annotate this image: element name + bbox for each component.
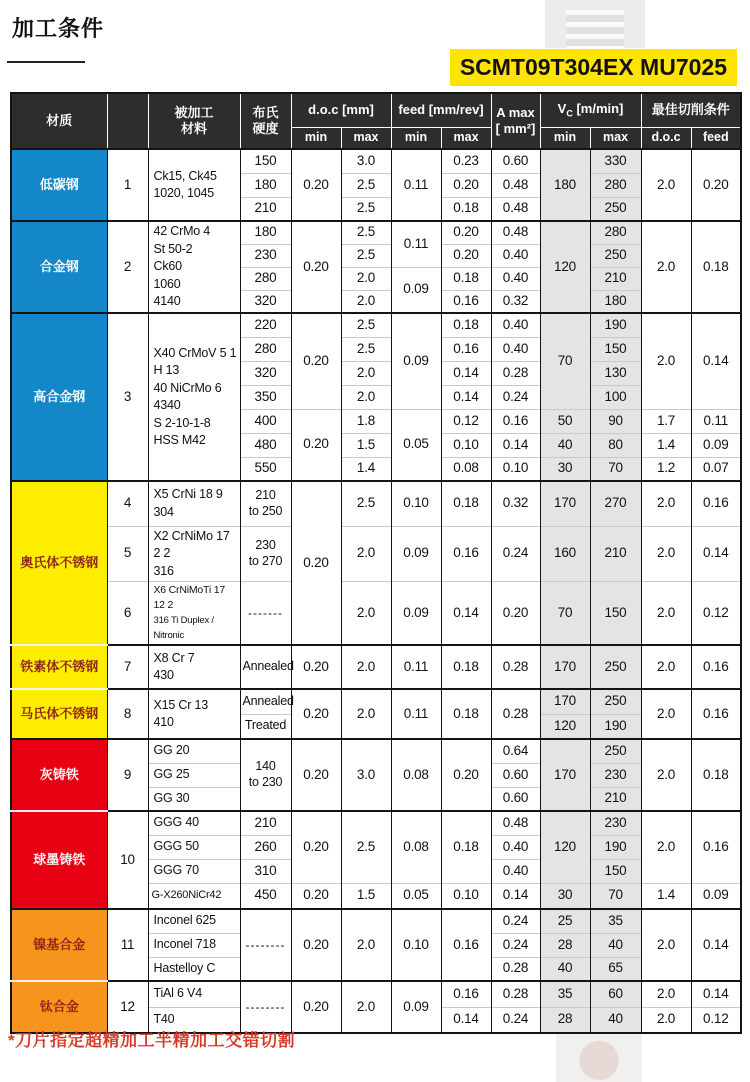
value-cell: 0.18	[441, 645, 491, 689]
value-cell: 0.18	[441, 267, 491, 290]
value-cell: 40	[540, 433, 590, 457]
value-cell: 0.12	[691, 1007, 741, 1033]
value-cell: Annealed	[240, 689, 291, 714]
value-cell: 30	[540, 457, 590, 481]
value-cell: 0.09	[391, 582, 441, 646]
value-cell: 0.11	[391, 149, 441, 221]
value-cell: 0.28	[491, 957, 540, 981]
value-cell: 2.0	[641, 739, 691, 811]
value-cell: 70	[540, 313, 590, 409]
header-workpiece-line2: 材料	[180, 121, 207, 136]
table-header	[11, 93, 741, 149]
value-cell: 0.12	[441, 409, 491, 433]
value-cell: 120	[540, 714, 590, 739]
value-cell: 4	[107, 481, 148, 526]
workpiece-material-cell: GG 20	[148, 739, 240, 763]
value-cell: 0.16	[441, 290, 491, 313]
value-cell: 180	[540, 149, 590, 221]
value-cell: 2.0	[641, 582, 691, 646]
value-cell: 1.4	[641, 883, 691, 909]
value-cell: 2.5	[341, 481, 391, 526]
value-cell: 2.0	[341, 689, 391, 739]
value-cell: 190	[590, 313, 641, 337]
value-cell: 70	[590, 457, 641, 481]
value-cell: 2.5	[341, 221, 391, 244]
value-cell: 0.09	[391, 313, 441, 409]
value-cell: 1.2	[641, 457, 691, 481]
value-cell: 210	[590, 526, 641, 582]
value-cell: 350	[240, 385, 291, 409]
value-cell: 0.20	[441, 173, 491, 197]
value-cell: 0.20	[291, 883, 341, 909]
workpiece-material-cell: Inconel 625	[148, 909, 240, 933]
value-cell: 0.18	[691, 221, 741, 313]
value-cell: 1	[107, 149, 148, 221]
value-cell: 0.20	[291, 409, 341, 481]
material-category-cell: 奥氏体不锈钢	[11, 481, 107, 645]
value-cell: 250	[590, 244, 641, 267]
value-cell: 230 to 270	[240, 526, 291, 582]
value-cell: 0.09	[691, 883, 741, 909]
value-cell: 2.0	[341, 526, 391, 582]
value-cell: 1.8	[341, 409, 391, 433]
value-cell: 0.16	[441, 909, 491, 981]
value-cell: 190	[590, 835, 641, 859]
header-workpiece-line1: 被加工	[174, 104, 214, 120]
value-cell: 0.11	[391, 221, 441, 267]
value-cell: 180	[240, 173, 291, 197]
value-cell: 0.16	[691, 811, 741, 883]
material-category-cell: 灰铸铁	[11, 739, 107, 811]
value-cell: 0.40	[491, 267, 540, 290]
value-cell: 0.18	[441, 481, 491, 526]
value-cell: 10	[107, 811, 148, 909]
value-cell: 0.05	[391, 409, 441, 481]
value-cell: 0.16	[441, 981, 491, 1007]
value-cell: 0.60	[491, 787, 540, 811]
value-cell: 0.08	[441, 457, 491, 481]
value-cell: --------	[240, 909, 291, 981]
value-cell: 0.20	[691, 149, 741, 221]
value-cell: 0.16	[691, 645, 741, 689]
value-cell: 0.14	[491, 883, 540, 909]
value-cell: 0.60	[491, 763, 540, 787]
value-cell: Treated	[240, 714, 291, 739]
value-cell: 0.24	[491, 385, 540, 409]
page-title: 加工条件	[12, 16, 105, 41]
workpiece-material-cell: X8 Cr 7 430	[148, 645, 240, 689]
value-cell: 0.11	[691, 409, 741, 433]
value-cell: 250	[590, 739, 641, 763]
value-cell: 0.20	[291, 481, 341, 645]
value-cell: 0.10	[491, 457, 540, 481]
value-cell: 3.0	[341, 149, 391, 173]
header-hardness-line2: 硬度	[252, 121, 279, 136]
value-cell: 9	[107, 739, 148, 811]
value-cell: 0.14	[441, 1007, 491, 1033]
workpiece-material-cell: GG 25	[148, 763, 240, 787]
value-cell: 2	[107, 221, 148, 313]
value-cell: 2.0	[641, 689, 691, 739]
workpiece-material-cell: Inconel 718	[148, 933, 240, 957]
value-cell: 0.08	[391, 811, 441, 883]
value-cell: 1.5	[341, 883, 391, 909]
value-cell: 0.14	[491, 433, 540, 457]
value-cell: 2.0	[341, 290, 391, 313]
material-category-cell: 合金钢	[11, 221, 107, 313]
value-cell: 310	[240, 859, 291, 883]
value-cell: 1.4	[641, 433, 691, 457]
value-cell: 3.0	[341, 739, 391, 811]
value-cell: 0.08	[391, 739, 441, 811]
value-cell: 60	[590, 981, 641, 1007]
value-cell: 0.20	[491, 582, 540, 646]
value-cell: 70	[590, 883, 641, 909]
value-cell: 150	[590, 582, 641, 646]
value-cell: 210	[590, 787, 641, 811]
material-category-cell: 铁素体不锈钢	[11, 645, 107, 689]
value-cell: 0.23	[441, 149, 491, 173]
value-cell: 30	[540, 883, 590, 909]
value-cell: 100	[590, 385, 641, 409]
value-cell: 0.14	[441, 582, 491, 646]
workpiece-material-cell: GGG 50	[148, 835, 240, 859]
value-cell: 0.16	[441, 337, 491, 361]
value-cell: 250	[590, 689, 641, 714]
value-cell: 0.32	[491, 290, 540, 313]
value-cell: 0.48	[491, 811, 540, 835]
value-cell: 1.7	[641, 409, 691, 433]
value-cell: 2.0	[641, 313, 691, 409]
value-cell: 160	[540, 526, 590, 582]
workpiece-material-cell: T40	[148, 1007, 240, 1033]
value-cell: 0.20	[291, 221, 341, 313]
value-cell: 0.20	[291, 689, 341, 739]
value-cell: 150	[590, 337, 641, 361]
value-cell: 25	[540, 909, 590, 933]
value-cell: 0.20	[291, 981, 341, 1033]
value-cell: 0.24	[491, 909, 540, 933]
value-cell: 230	[590, 763, 641, 787]
material-category-cell: 高合金钢	[11, 313, 107, 481]
value-cell: 2.0	[341, 582, 391, 646]
value-cell: 0.09	[391, 526, 441, 582]
value-cell: 12	[107, 981, 148, 1033]
value-cell: 2.5	[341, 313, 391, 337]
value-cell: 0.10	[441, 433, 491, 457]
value-cell: Annealed	[240, 645, 291, 689]
value-cell: 0.28	[491, 689, 540, 739]
value-cell: 2.5	[341, 197, 391, 221]
value-cell: 280	[590, 221, 641, 244]
header-vc-min: min	[540, 127, 590, 149]
value-cell: 150	[240, 149, 291, 173]
value-cell: 1.4	[341, 457, 391, 481]
value-cell: 180	[590, 290, 641, 313]
material-category-cell: 球墨铸铁	[11, 811, 107, 909]
value-cell: 0.60	[491, 149, 540, 173]
value-cell: --------	[240, 981, 291, 1033]
value-cell: 210	[240, 811, 291, 835]
value-cell: 40	[540, 957, 590, 981]
value-cell: 250	[590, 645, 641, 689]
workpiece-material-cell: X40 CrMoV 5 1 H 13 40 NiCrMo 6 4340 S 2-10-1-8 HSS M42	[148, 313, 240, 481]
value-cell: 2.0	[341, 981, 391, 1033]
value-cell: 0.18	[441, 811, 491, 883]
value-cell: 0.40	[491, 313, 540, 337]
value-cell: 5	[107, 526, 148, 582]
header-feed: feed [mm/rev]	[391, 93, 491, 127]
value-cell: 0.20	[441, 221, 491, 244]
value-cell: 0.14	[441, 385, 491, 409]
value-cell: 0.20	[291, 811, 341, 883]
value-cell: 28	[540, 1007, 590, 1033]
value-cell: 0.24	[491, 933, 540, 957]
value-cell: 120	[540, 221, 590, 313]
value-cell: 230	[240, 244, 291, 267]
workpiece-material-cell: 42 CrMo 4 St 50-2 Ck60 1060 4140	[148, 221, 240, 313]
value-cell: 0.14	[441, 361, 491, 385]
material-category-cell: 低碳钢	[11, 149, 107, 221]
value-cell: 2.0	[641, 811, 691, 883]
value-cell: 0.14	[691, 981, 741, 1007]
value-cell: 480	[240, 433, 291, 457]
value-cell: 130	[590, 361, 641, 385]
value-cell: 2.0	[341, 361, 391, 385]
value-cell: 0.40	[491, 337, 540, 361]
value-cell: 0.20	[291, 313, 341, 409]
value-cell: 0.40	[491, 835, 540, 859]
value-cell: 330	[590, 149, 641, 173]
value-cell: 90	[590, 409, 641, 433]
header-best-feed: feed	[691, 127, 741, 149]
workpiece-material-cell: GGG 40	[148, 811, 240, 835]
value-cell: 2.0	[641, 526, 691, 582]
header-material-group: 材质	[11, 93, 107, 149]
value-cell: 0.14	[691, 526, 741, 582]
workpiece-material-cell: X6 CrNiMoTi 17 12 2 316 Ti Duplex / Nitronic	[148, 582, 240, 646]
value-cell: 0.24	[491, 1007, 540, 1033]
value-cell: 2.0	[641, 481, 691, 526]
value-cell: 0.09	[391, 267, 441, 313]
workpiece-material-cell: TiAl 6 V4	[148, 981, 240, 1007]
value-cell: 3	[107, 313, 148, 481]
value-cell: 2.0	[341, 267, 391, 290]
value-cell: 280	[590, 173, 641, 197]
value-cell: 7	[107, 645, 148, 689]
value-cell: 6	[107, 582, 148, 646]
value-cell: 0.14	[691, 313, 741, 409]
value-cell: 0.24	[491, 526, 540, 582]
value-cell: 2.5	[341, 337, 391, 361]
value-cell: 0.16	[491, 409, 540, 433]
value-cell: 2.5	[341, 244, 391, 267]
value-cell: 2.5	[341, 173, 391, 197]
value-cell: 2.0	[641, 1007, 691, 1033]
value-cell: 260	[240, 835, 291, 859]
workpiece-material-cell: G-X260NiCr42	[148, 883, 240, 909]
value-cell: 0.05	[391, 883, 441, 909]
value-cell: 0.20	[291, 739, 341, 811]
value-cell: 0.48	[491, 173, 540, 197]
value-cell: 0.16	[691, 689, 741, 739]
material-category-cell: 镍基合金	[11, 909, 107, 981]
header-amax-line2: [ mm²]	[495, 121, 536, 136]
value-cell: 230	[590, 811, 641, 835]
value-cell: 35	[540, 981, 590, 1007]
value-cell: 0.09	[691, 433, 741, 457]
value-cell: 0.20	[441, 244, 491, 267]
header-no-column	[107, 93, 148, 149]
workpiece-material-cell: Ck15, Ck45 1020, 1045	[148, 149, 240, 221]
value-cell: 0.10	[441, 883, 491, 909]
header-best-conditions: 最佳切削条件	[641, 93, 741, 127]
value-cell: 2.0	[641, 909, 691, 981]
value-cell: 80	[590, 433, 641, 457]
header-hardness-line1: 布氏	[252, 104, 279, 120]
value-cell: -------	[240, 582, 291, 646]
header-best-doc: d.o.c	[641, 127, 691, 149]
title-underline	[7, 61, 85, 63]
value-cell: 2.0	[341, 909, 391, 981]
value-cell: 2.5	[341, 811, 391, 883]
value-cell: 0.18	[441, 313, 491, 337]
value-cell: 170	[540, 481, 590, 526]
workpiece-material-cell: X15 Cr 13 410	[148, 689, 240, 739]
value-cell: 0.18	[441, 689, 491, 739]
value-cell: 170	[540, 739, 590, 811]
watermark-lines-icon	[566, 10, 624, 48]
value-cell: 0.28	[491, 645, 540, 689]
value-cell: 2.0	[641, 149, 691, 221]
header-amax	[491, 93, 540, 149]
value-cell: 0.28	[491, 361, 540, 385]
value-cell: 320	[240, 361, 291, 385]
value-cell: 550	[240, 457, 291, 481]
value-cell: 70	[540, 582, 590, 646]
value-cell: 50	[540, 409, 590, 433]
value-cell: 11	[107, 909, 148, 981]
value-cell: 0.28	[491, 981, 540, 1007]
value-cell: 0.14	[691, 909, 741, 981]
value-cell: 2.0	[641, 645, 691, 689]
value-cell: 0.20	[291, 149, 341, 221]
value-cell: 220	[240, 313, 291, 337]
value-cell: 0.40	[491, 244, 540, 267]
value-cell: 280	[240, 267, 291, 290]
value-cell: 0.11	[391, 645, 441, 689]
value-cell: 0.20	[291, 909, 341, 981]
value-cell: 190	[590, 714, 641, 739]
material-category-cell: 马氏体不锈钢	[11, 689, 107, 739]
value-cell: 0.07	[691, 457, 741, 481]
value-cell: 120	[540, 811, 590, 883]
header-brinell-hardness	[240, 93, 291, 149]
value-cell: 8	[107, 689, 148, 739]
value-cell: 0.18	[691, 739, 741, 811]
value-cell: 180	[240, 221, 291, 244]
value-cell: 0.20	[291, 645, 341, 689]
header-doc-min: min	[291, 127, 341, 149]
footnote: *刀片指定超精加工半精加工交错切割	[8, 1031, 296, 1050]
value-cell: 0.64	[491, 739, 540, 763]
value-cell: 0.18	[441, 197, 491, 221]
value-cell: 65	[590, 957, 641, 981]
value-cell: 280	[240, 337, 291, 361]
value-cell: 0.48	[491, 221, 540, 244]
value-cell: 2.0	[341, 385, 391, 409]
value-cell: 140 to 230	[240, 739, 291, 811]
header-amax-line1: A max	[496, 104, 535, 120]
header-doc-max: max	[341, 127, 391, 149]
value-cell: 2.0	[641, 221, 691, 313]
value-cell: 320	[240, 290, 291, 313]
value-cell: 150	[590, 859, 641, 883]
value-cell: 0.10	[391, 481, 441, 526]
value-cell: 40	[590, 1007, 641, 1033]
header-vc-max: max	[590, 127, 641, 149]
watermark-bottom	[556, 1034, 642, 1082]
workpiece-material-cell: Hastelloy C	[148, 957, 240, 981]
value-cell: 28	[540, 933, 590, 957]
value-cell: 0.32	[491, 481, 540, 526]
value-cell: 170	[540, 689, 590, 714]
value-cell: 2.0	[341, 645, 391, 689]
workpiece-material-cell: X5 CrNi 18 9 304	[148, 481, 240, 526]
machining-conditions-table	[10, 92, 742, 1034]
product-code-badge: SCMT09T304EX MU7025	[450, 49, 737, 86]
value-cell: 0.16	[691, 481, 741, 526]
header-doc: d.o.c [mm]	[291, 93, 391, 127]
value-cell: 270	[590, 481, 641, 526]
value-cell: 250	[590, 197, 641, 221]
workpiece-material-cell: GGG 70	[148, 859, 240, 883]
value-cell: 210 to 250	[240, 481, 291, 526]
value-cell: 210	[590, 267, 641, 290]
workpiece-material-cell: GG 30	[148, 787, 240, 811]
value-cell: 0.20	[441, 739, 491, 811]
value-cell: 0.48	[491, 197, 540, 221]
value-cell: 0.16	[441, 526, 491, 582]
value-cell: 400	[240, 409, 291, 433]
value-cell: 1.5	[341, 433, 391, 457]
value-cell: 450	[240, 883, 291, 909]
value-cell: 0.12	[691, 582, 741, 646]
value-cell: 2.0	[641, 981, 691, 1007]
value-cell: 0.09	[391, 981, 441, 1033]
header-vc: $V_C$ [m/min]	[540, 93, 641, 127]
watermark-top	[545, 0, 645, 48]
value-cell: 35	[590, 909, 641, 933]
header-workpiece-material	[148, 93, 240, 149]
value-cell: 40	[590, 933, 641, 957]
header-feed-min: min	[391, 127, 441, 149]
value-cell: 170	[540, 645, 590, 689]
workpiece-material-cell: X2 CrNiMo 17 2 2 316	[148, 526, 240, 582]
value-cell: 210	[240, 197, 291, 221]
value-cell: 0.11	[391, 689, 441, 739]
header-feed-max: max	[441, 127, 491, 149]
value-cell: 0.40	[491, 859, 540, 883]
material-category-cell: 钛合金	[11, 981, 107, 1033]
table-body	[11, 149, 741, 1033]
value-cell: 0.10	[391, 909, 441, 981]
